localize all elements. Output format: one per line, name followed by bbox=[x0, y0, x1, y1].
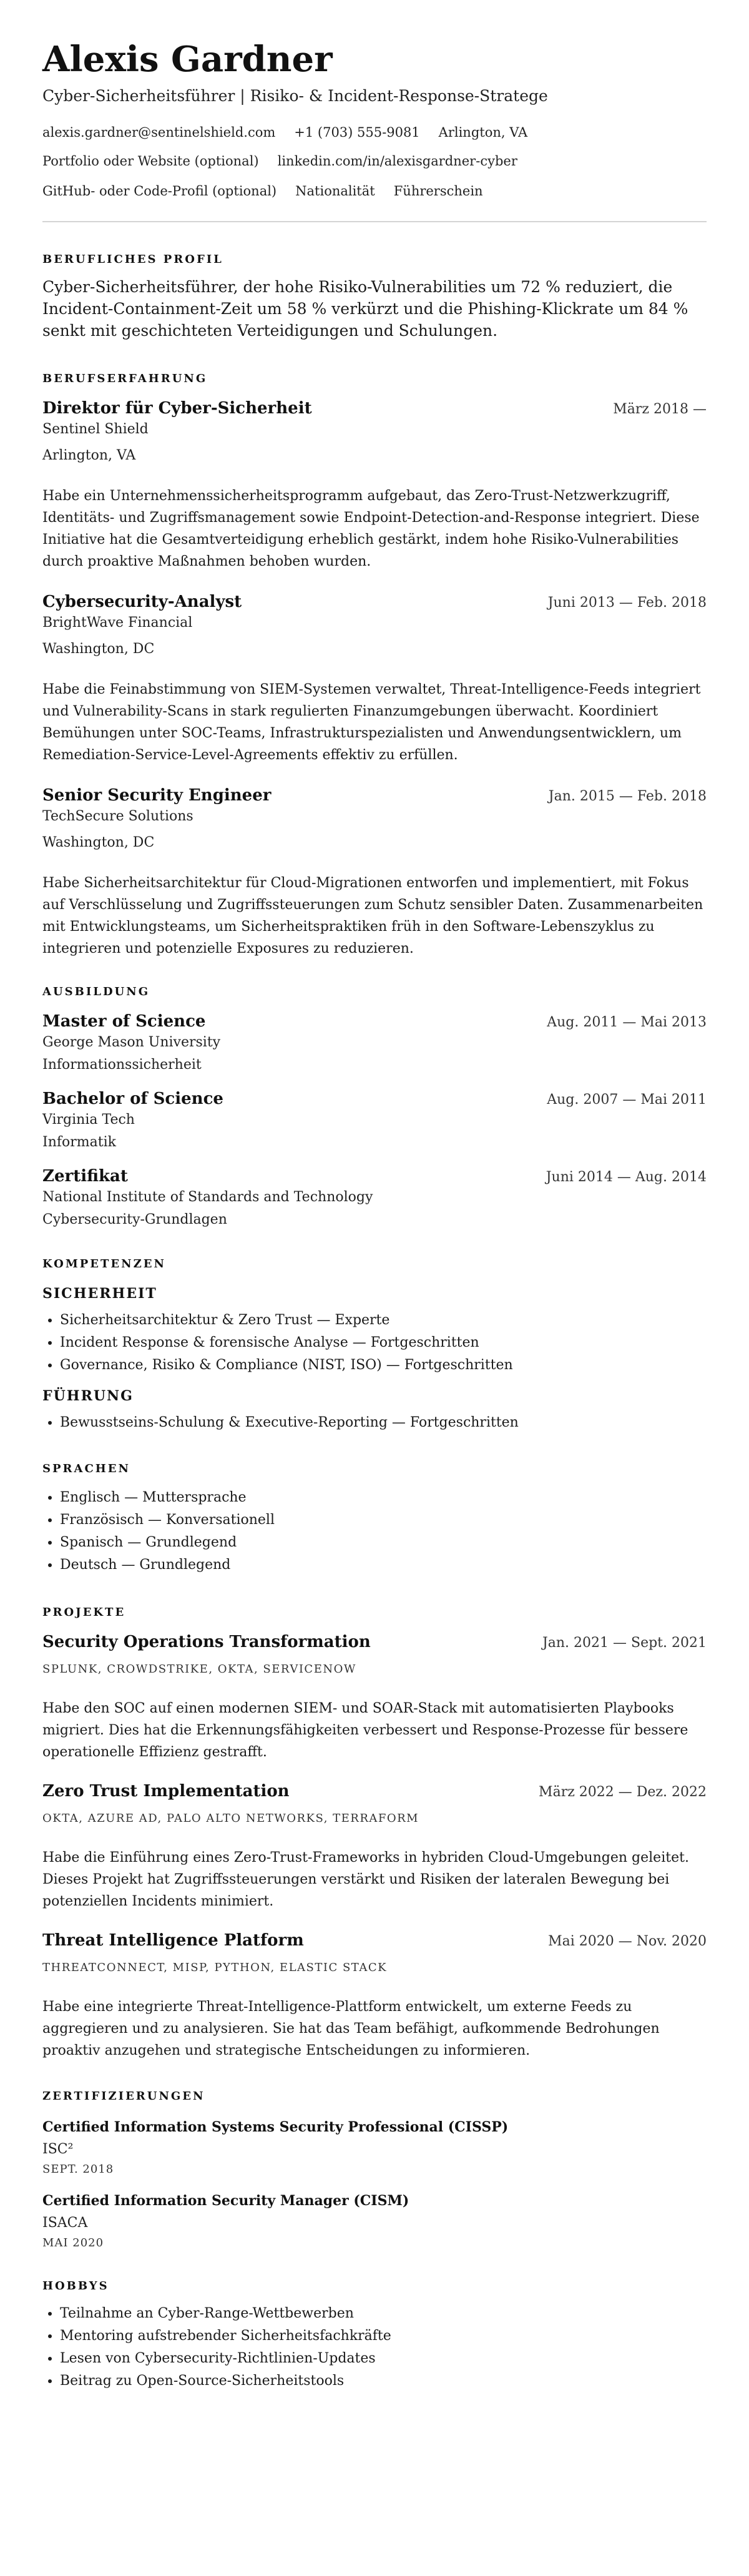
section-title-skills: KOMPETENZEN bbox=[42, 1257, 166, 1271]
hobby-item: • Teilnahme an Cyber-Range-Wettbewerben bbox=[60, 2303, 707, 2325]
contact-nationality: Nationalität bbox=[295, 184, 375, 199]
certification-date: MAI 2020 bbox=[42, 2236, 104, 2249]
degree-date: Aug. 2007 — Mai 2011 bbox=[547, 1092, 707, 1108]
project-date: Mai 2020 — Nov. 2020 bbox=[548, 1934, 707, 1949]
language-item: • Deutsch — Grundlegend bbox=[60, 1554, 707, 1576]
certification-name: Certified Information Systems Security Professional (CISSP) bbox=[42, 2119, 509, 2135]
language-item: • Spanisch — Grundlegend bbox=[60, 1531, 707, 1554]
certification-date: SEPT. 2018 bbox=[42, 2163, 114, 2176]
certification-entry bbox=[42, 2191, 707, 2251]
profile-summary: Cyber-Sicherheitsführer, der hohe Risiko-Vulnerabilities um 72 % reduziert, die Incident-Containment-Zeit um 58 % verkürzt und die Phishing-Klickrate um 84 % senkt mit geschichteten Verteidigungen und Schulungen. bbox=[42, 278, 688, 340]
candidate-name: Alexis Gardner bbox=[42, 39, 333, 80]
contact-github[interactable]: GitHub- oder Code-Profil (optional) bbox=[42, 184, 277, 199]
job-title: Direktor für Cyber-Sicherheit bbox=[42, 399, 312, 418]
contact-portfolio[interactable]: Portfolio oder Website (optional) bbox=[42, 154, 259, 169]
hobby-item: • Mentoring aufstrebender Sicherheitsfachkräfte bbox=[60, 2325, 707, 2347]
education-entry bbox=[42, 1166, 707, 1229]
project-name: Security Operations Transformation bbox=[42, 1633, 371, 1651]
job-description: Habe Sicherheitsarchitektur für Cloud-Migrationen entworfen und implementiert, mit Fokus auf Verschlüsselung und Zugriffssteuerungen zum Schutz sensibler Daten. Zusammenarbeiten mit Entwicklungsteams, um Sicherheitspraktiken früh in den Software-Lebenszyklus zu integrieren und potenzielle Exposures zu reduzieren. bbox=[42, 875, 703, 956]
project-description: Habe den SOC auf einen modernen SIEM- und SOAR-Stack mit automatisierten Playbooks migriert. Dies hat die Erkennungsfähigkeiten verbessert und Response-Prozesse für bessere operationelle Effizienz gestrafft. bbox=[42, 1701, 688, 1760]
education-entry bbox=[42, 1011, 707, 1074]
skill-list bbox=[42, 1412, 707, 1434]
project-entry bbox=[42, 1930, 707, 2062]
field-of-study: Informationssicherheit bbox=[42, 1057, 202, 1073]
certification-name: Certified Information Security Manager (CISM) bbox=[42, 2193, 409, 2209]
project-tech: OKTA, AZURE AD, PALO ALTO NETWORKS, TERRAFORM bbox=[42, 1812, 419, 1825]
contact-row-1 bbox=[42, 124, 707, 141]
job-date: Juni 2013 — Feb. 2018 bbox=[547, 595, 707, 611]
certification-issuer: ISACA bbox=[42, 2215, 88, 2231]
candidate-headline: Cyber-Sicherheitsführer | Risiko- & Incident-Response-Stratege bbox=[42, 87, 548, 105]
contact-linkedin[interactable]: linkedin.com/in/alexisgardner-cyber bbox=[277, 154, 517, 169]
job-location: Washington, DC bbox=[42, 835, 155, 850]
contact-phone[interactable]: +1 (703) 555-9081 bbox=[294, 125, 420, 140]
school-name: National Institute of Standards and Technology bbox=[42, 1189, 373, 1205]
experience-entry bbox=[42, 398, 707, 573]
skill-list bbox=[42, 1309, 707, 1377]
degree-title: Bachelor of Science bbox=[42, 1089, 223, 1108]
skill-item: • Bewusstseins-Schulung & Executive-Reporting — Fortgeschritten bbox=[60, 1412, 707, 1434]
degree-date: Juni 2014 — Aug. 2014 bbox=[546, 1169, 707, 1185]
job-description: Habe die Feinabstimmung von SIEM-Systemen verwaltet, Threat-Intelligence-Feeds integriert und Vulnerability-Scans in stark regulierten Finanzumgebungen überwacht. Koordiniert Bemühungen unter SOC-Teams, Infrastrukturspezialisten und Anwendungsentwicklern, um Remediation-Service-Level-Agreements effektiv zu erfüllen. bbox=[42, 682, 701, 763]
job-date: März 2018 — bbox=[613, 401, 707, 417]
language-item: • Englisch — Muttersprache bbox=[60, 1487, 707, 1509]
job-company: Sentinel Shield bbox=[42, 421, 149, 437]
certifications-section bbox=[42, 2089, 707, 2251]
school-name: George Mason University bbox=[42, 1035, 221, 1050]
degree-title: Master of Science bbox=[42, 1012, 206, 1031]
experience-section bbox=[42, 371, 707, 960]
section-title-education: AUSBILDUNG bbox=[42, 985, 150, 998]
job-location: Arlington, VA bbox=[42, 448, 136, 463]
experience-entry bbox=[42, 591, 707, 766]
section-title-profile: BERUFLICHES PROFIL bbox=[42, 253, 223, 266]
contact-email[interactable]: alexis.gardner@sentinelshield.com bbox=[42, 125, 276, 140]
section-title-hobbies: HOBBYS bbox=[42, 2279, 109, 2293]
job-location: Washington, DC bbox=[42, 641, 155, 657]
header-divider bbox=[42, 221, 707, 222]
profile-section bbox=[42, 252, 707, 342]
certification-entry bbox=[42, 2118, 707, 2178]
degree-title: Zertifikat bbox=[42, 1167, 128, 1186]
field-of-study: Informatik bbox=[42, 1134, 116, 1150]
project-date: Jan. 2021 — Sept. 2021 bbox=[542, 1635, 707, 1651]
language-item: • Französisch — Konversationell bbox=[60, 1509, 707, 1531]
skill-item: • Governance, Risiko & Compliance (NIST, ISO) — Fortgeschritten bbox=[60, 1354, 707, 1377]
skill-item: • Sicherheitsarchitektur & Zero Trust — Experte bbox=[60, 1309, 707, 1332]
skill-group-title: FÜHRUNG bbox=[42, 1388, 134, 1404]
school-name: Virginia Tech bbox=[42, 1112, 135, 1128]
job-date: Jan. 2015 — Feb. 2018 bbox=[548, 789, 707, 804]
job-company: BrightWave Financial bbox=[42, 615, 193, 631]
project-entry bbox=[42, 1631, 707, 1763]
project-name: Threat Intelligence Platform bbox=[42, 1931, 304, 1950]
degree-date: Aug. 2011 — Mai 2013 bbox=[547, 1015, 707, 1030]
section-title-experience: BERUFSERFAHRUNG bbox=[42, 372, 208, 385]
hobby-item: • Lesen von Cybersecurity-Richtlinien-Updates bbox=[60, 2347, 707, 2370]
skill-group bbox=[42, 1284, 707, 1377]
certification-issuer: ISC² bbox=[42, 2141, 74, 2157]
hobby-list bbox=[42, 2303, 707, 2392]
skill-group-title: SICHERHEIT bbox=[42, 1286, 157, 1302]
section-title-certifications: ZERTIFIZIERUNGEN bbox=[42, 2090, 205, 2103]
job-title: Cybersecurity-Analyst bbox=[42, 592, 242, 611]
section-title-languages: SPRACHEN bbox=[42, 1462, 130, 1475]
language-list bbox=[42, 1487, 707, 1576]
project-description: Habe die Einführung eines Zero-Trust-Frameworks in hybriden Cloud-Umgebungen geleitet. Dieses Projekt hat Zugriffssteuerungen verstärkt und Risiken der lateralen Bewegung bei potenziellen Incidents minimiert. bbox=[42, 1850, 689, 1909]
project-date: März 2022 — Dez. 2022 bbox=[539, 1784, 707, 1800]
project-tech: SPLUNK, CROWDSTRIKE, OKTA, SERVICENOW bbox=[42, 1663, 356, 1676]
hobbies-section bbox=[42, 2279, 707, 2392]
job-company: TechSecure Solutions bbox=[42, 809, 193, 824]
contact-row-2 bbox=[42, 152, 707, 170]
project-description: Habe eine integrierte Threat-Intelligence-Plattform entwickelt, um externe Feeds zu aggregieren und zu analysieren. Sie hat das Team befähigt, aufkommende Bedrohungen proaktiv anzugehen und strategische Entscheidungen zu informieren. bbox=[42, 1999, 660, 2058]
skills-section bbox=[42, 1257, 707, 1434]
job-description: Habe ein Unternehmenssicherheitsprogramm aufgebaut, das Zero-Trust-Netzwerkzugriff, Identitäts- und Zugriffsmanagement sowie Endpoint-Detection-and-Response integriert. Diese Initiative hat die Gesamtverteidigung erheblich gestärkt, indem hohe Risiko-Vulnerabilities durch proaktive Maßnahmen behoben wurden. bbox=[42, 488, 700, 569]
project-entry bbox=[42, 1781, 707, 1912]
languages-section bbox=[42, 1462, 707, 1576]
projects-section bbox=[42, 1605, 707, 2062]
hobby-item: • Beitrag zu Open-Source-Sicherheitstools bbox=[60, 2370, 707, 2392]
section-title-projects: PROJEKTE bbox=[42, 1606, 126, 1619]
contact-license: Führerschein bbox=[393, 184, 483, 199]
contact-location: Arlington, VA bbox=[438, 125, 528, 140]
skill-item: • Incident Response & forensische Analyse — Fortgeschritten bbox=[60, 1332, 707, 1354]
job-title: Senior Security Engineer bbox=[42, 786, 272, 805]
experience-entry bbox=[42, 785, 707, 960]
education-entry bbox=[42, 1088, 707, 1152]
education-section bbox=[42, 985, 707, 1229]
project-tech: THREATCONNECT, MISP, PYTHON, ELASTIC STACK bbox=[42, 1961, 388, 1974]
contact-row-3 bbox=[42, 182, 707, 200]
project-name: Zero Trust Implementation bbox=[42, 1782, 290, 1801]
skill-group bbox=[42, 1387, 707, 1434]
resume-header bbox=[42, 36, 707, 200]
field-of-study: Cybersecurity-Grundlagen bbox=[42, 1212, 227, 1227]
